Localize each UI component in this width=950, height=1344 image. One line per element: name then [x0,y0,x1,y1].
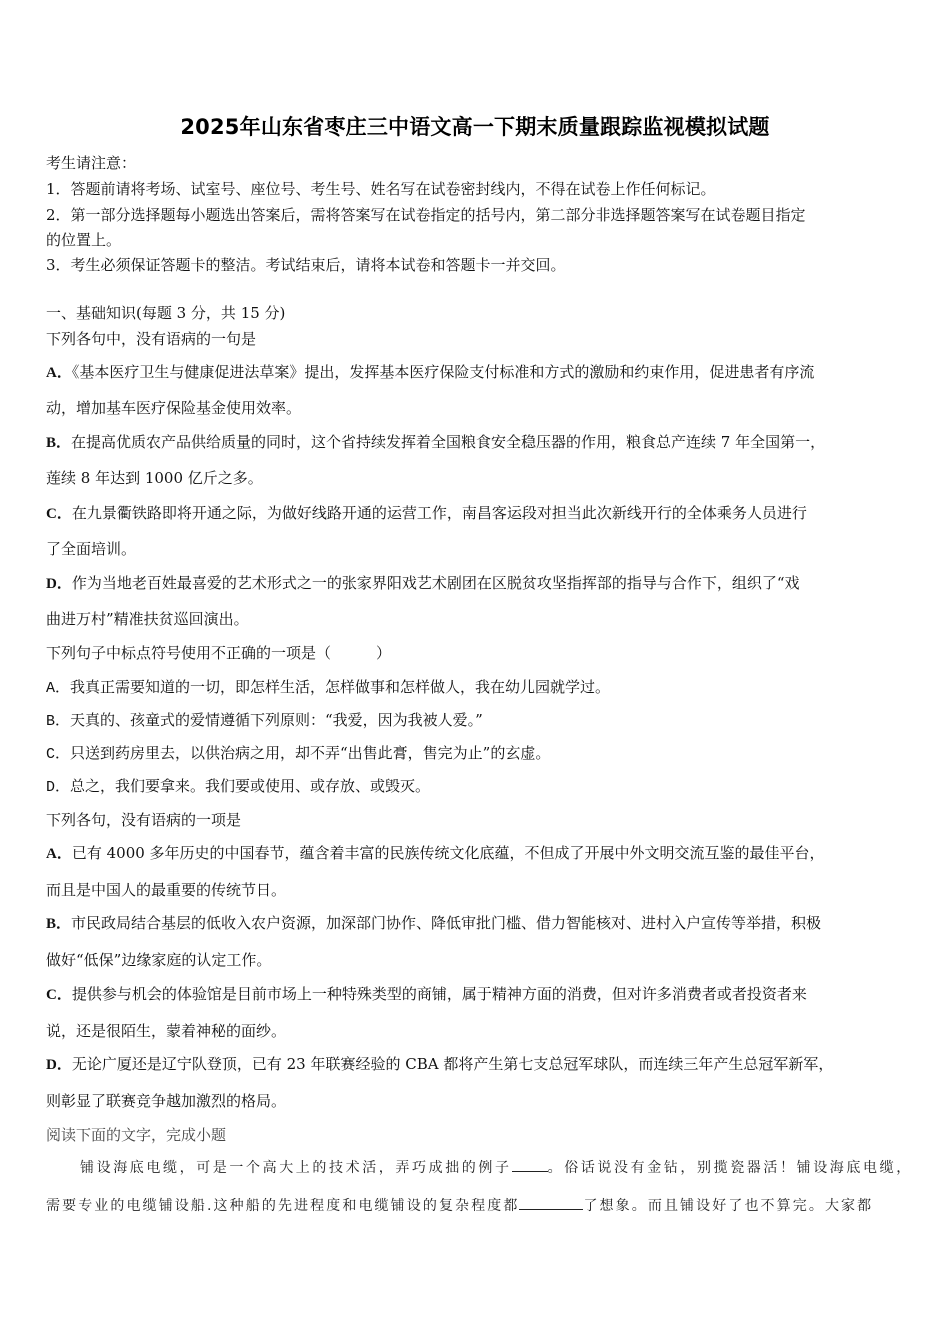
option-text: 无论广厦还是辽宁队登顶，已有 23 年联赛经验的 CBA 都将产生第七支总冠军球队，而连续三年产生总冠军新军， [71,1055,834,1073]
q1-option-b [46,431,825,452]
notice-item-1: 1．答题前请将考场、试室号、座位号、考生号、姓名写在试卷密封线内，不得在试卷上作任何标记。 [46,180,716,198]
option-letter: D． [46,576,72,592]
q1-option-d [46,572,800,593]
option-text: 只送到药房里去，以供治病之用，却不弄“出售此膏，售完为止”的玄虚。 [70,744,551,762]
reading-text: 。俗话说没有金钻，别揽瓷器活！铺设海底电缆， [547,1160,913,1176]
section-heading: 一、基础知识(每题 3 分，共 15 分) [46,304,286,322]
q3-option-c [46,983,807,1004]
reading-paragraph-line-1 [80,1157,913,1177]
q1-option-d-cont: 曲进万村”精准扶贫巡回演出。 [46,610,249,628]
q3-option-d [46,1053,833,1074]
option-letter: D． [46,779,71,796]
reading-paragraph-line-2 [46,1195,873,1215]
option-text: 我真正需要知道的一切，即怎样生活，怎样做事和怎样做人，我在幼儿园就学过。 [70,678,611,696]
q3-option-d-cont: 则彰显了联赛竞争越加激烈的格局。 [46,1092,287,1110]
q3-option-b-cont: 做好“低保”边缘家庭的认定工作。 [46,951,272,969]
option-letter: C． [46,506,72,522]
q2-option-b [46,709,483,730]
fill-blank-1[interactable] [512,1157,548,1172]
q1-option-c-cont: 了全面培训。 [46,540,137,558]
reading-text: 需要专业的电缆铺设船.这种船的先进程度和电缆铺设的复杂程度都 [46,1198,520,1214]
reading-text: 铺设海底电缆，可是一个高大上的技术活，弄巧成拙的例子 [80,1160,512,1176]
notice-item-3: 3．考生必须保证答题卡的整洁。考试结束后，请将本试卷和答题卡一并交回。 [46,256,566,274]
notice-heading: 考生请注意： [46,154,137,172]
option-letter: D． [46,1057,72,1073]
option-text: 市民政局结合基层的低收入农户资源，加深部门协作、降低审批门槛、借力智能核对、进村入户宣传等举措，积极 [71,914,822,932]
option-letter: A． [46,680,71,697]
q1-option-a-cont: 动，增加基车医疗保险基金使用效率。 [46,399,302,417]
option-letter: C． [46,746,71,763]
q1-option-c [46,502,807,523]
option-text: 提供参与机会的体验馆是目前市场上一种特殊类型的商铺，属于精神方面的消费，但对许多消费者或者投资者来 [71,985,807,1003]
question-2-stem: 下列句子中标点符号使用不正确的一项是（ ） [46,644,392,662]
option-letter: A． [46,846,72,862]
option-text: 《基本医疗卫生与健康促进法草案》提出，发挥基本医疗保险支付标准和方式的激励和约束作用，促进患者有序流 [71,363,815,381]
option-letter: C． [46,987,72,1003]
question-3-stem: 下列各句，没有语病的一项是 [46,811,242,829]
option-text: 已有 4000 多年历史的中国春节，蕴含着丰富的民族传统文化底蕴，不但成了开展中外文明交流互鉴的最佳平台， [71,844,825,862]
option-letter: A． [46,365,72,381]
q3-option-b [46,912,821,933]
option-text: 作为当地老百姓最喜爱的艺术形式之一的张家界阳戏艺术剧团在区脱贫攻坚指挥部的指导与合作下，组织了“戏 [71,574,800,592]
question-1-stem: 下列各句中，没有语病的一句是 [46,330,257,348]
q3-option-c-cont: 说，还是很陌生，蒙着神秘的面纱。 [46,1022,287,1040]
option-text: 天真的、孩童式的爱情遵循下列原则：“我爱，因为我被人爱。” [70,711,483,729]
q3-option-a [46,842,825,863]
q3-option-a-cont: 而且是中国人的最重要的传统节日。 [46,881,287,899]
notice-item-2-cont: 的位置上。 [46,231,122,249]
q1-option-a [46,361,814,382]
fill-blank-2[interactable] [519,1195,583,1210]
q1-option-b-cont: 莲续 8 年达到 1000 亿斤之多。 [46,469,263,487]
option-text: 总之，我们要拿来。我们要或使用、或存放、或毁灭。 [70,777,431,795]
page-title: 2025年山东省枣庄三中语文高一下期末质量跟踪监视模拟试题 [180,115,770,139]
q2-option-a [46,676,610,697]
reading-text: 了想象。而且铺设好了也不算完。大家都 [583,1198,874,1214]
reading-instruction: 阅读下面的文字，完成小题 [46,1126,227,1144]
q2-option-c [46,742,550,763]
option-text: 在九景衢铁路即将开通之际，为做好线路开通的运营工作，南昌客运段对担当此次新线开行的全体乘务人员进行 [71,504,807,522]
option-text: 在提高优质农产品供给质量的同时，这个省持续发挥着全国粮食安全稳压器的作用，粮食总产连续 7 年全国第一， [71,433,826,451]
option-letter: B． [46,435,72,451]
option-letter: B． [46,713,71,730]
q2-option-d [46,775,430,796]
notice-item-2: 2．第一部分选择题每小题选出答案后，需将答案写在试卷指定的括号内，第二部分非选择题答案写在试卷题目指定 [46,206,806,224]
option-letter: B． [46,916,72,932]
